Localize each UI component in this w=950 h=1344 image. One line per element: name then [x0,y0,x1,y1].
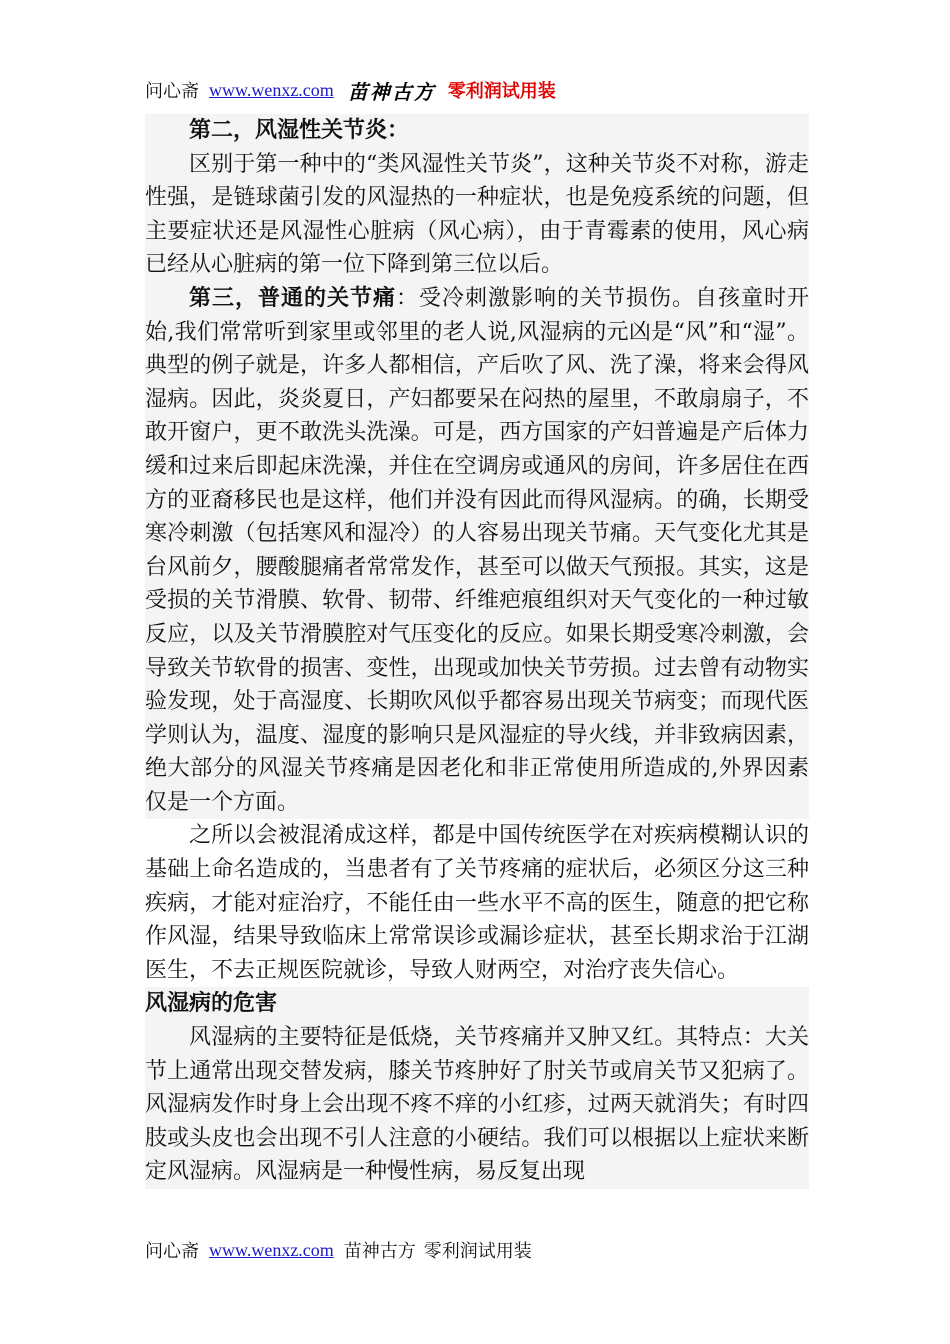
site-url-link[interactable]: www.wenxz.com [209,1239,334,1260]
brand-name: 苗神古方 [347,79,436,104]
site-url-link[interactable]: www.wenxz.com [209,79,334,100]
section-rheumatic-arthritis [145,114,809,282]
document-body [145,114,809,1189]
promo-text: 零利润试用装 [423,1241,532,1262]
paragraph: 风湿病的主要特征是低烧，关节疼痛并又肿又红。其特点：大关节上通常出现交替发病，膝关节疼肿好了肘关节或肩关节又犯病了。风湿病发作时身上会出现不疼不痒的小红疹，过两天就消失；有时四肢或头皮也会出现不引人注意的小硬结。我们可以根据以上症状来断定风湿病。风湿病是一种慢性病，易反复出现 [145,1025,809,1185]
section-conclusion [145,819,809,987]
section-heading: 第二，风湿性关节炎： [189,117,410,143]
paragraph: 区别于第一种中的“类风湿性关节炎”，这种关节炎不对称，游走性强，是链球菌引发的风湿热的一种症状，也是免疫系统的问题，但主要症状还是风湿性心脏病（风心病），由于青霉素的使用，风心病已经从心脏病的第一位下降到第三位以后。 [145,151,809,278]
paragraph-text: ：受冷刺激影响的关节损伤。自孩童时开始,我们常常听到家里或邻里的老人说,风湿病的元凶是“风”和“湿”。典型的例子就是，许多人都相信，产后吹了风、洗了澡，将来会得风湿病。因此，炎炎夏日，产妇都要呆在闷热的屋里，不敢扇扇子，不敢开窗户，更不敢洗头洗澡。可是，西方国家的产妇普遍是产后体力缓和过来后即起床洗澡，并住在空调房或通风的房间，许多居住在西方的亚裔移民也是这样，他们并没有因此而得风湿病。的确，长期受寒冷刺激（包括寒风和湿冷）的人容易出现关节痛。天气变化尤其是台风前夕，腰酸腿痛者常常发作，甚至可以做天气预报。其实，这是受损的关节滑膜、软骨、韧带、纤维疤痕组织对天气变化的一种过敏反应，以及关节滑膜腔对气压变化的反应。如果长期受寒冷刺激，会导致关节软骨的损害、变性，出现或加快关节劳损。过去曾有动物实验发现，处于高湿度、长期吹风似乎都容易出现关节病变；而现代医学则认为，温度、湿度的影响只是风湿症的导火线，并非致病因素，绝大部分的风湿关节疼痛是因老化和非正常使用所造成的,外界因素仅是一个方面。 [145,285,809,815]
site-name: 问心斋 [145,81,199,102]
section-harm [145,987,809,1189]
paragraph: 之所以会被混淆成这样，都是中国传统医学在对疾病模糊认识的基础上命名造成的，当患者有了关节疼痛的症状后，必须区分这三种疾病，才能对症治疗，不能任由一些水平不高的医生，随意的把它称作风湿，结果导致临床上常常误诊或漏诊症状，甚至长期求治于江湖医生，不去正规医院就诊，导致人财两空，对治疗丧失信心。 [145,823,809,983]
section-heading: 第三，普通的关节痛 [189,284,396,311]
section-heading: 风湿病的危害 [145,990,278,1017]
brand-name: 苗神古方 [343,1241,416,1262]
page-header [145,76,556,104]
promo-text: 零利润试用装 [447,81,556,102]
site-name: 问心斋 [145,1241,199,1262]
page-footer [145,1237,532,1263]
paragraph [145,282,809,820]
section-common-joint-pain [145,282,809,820]
